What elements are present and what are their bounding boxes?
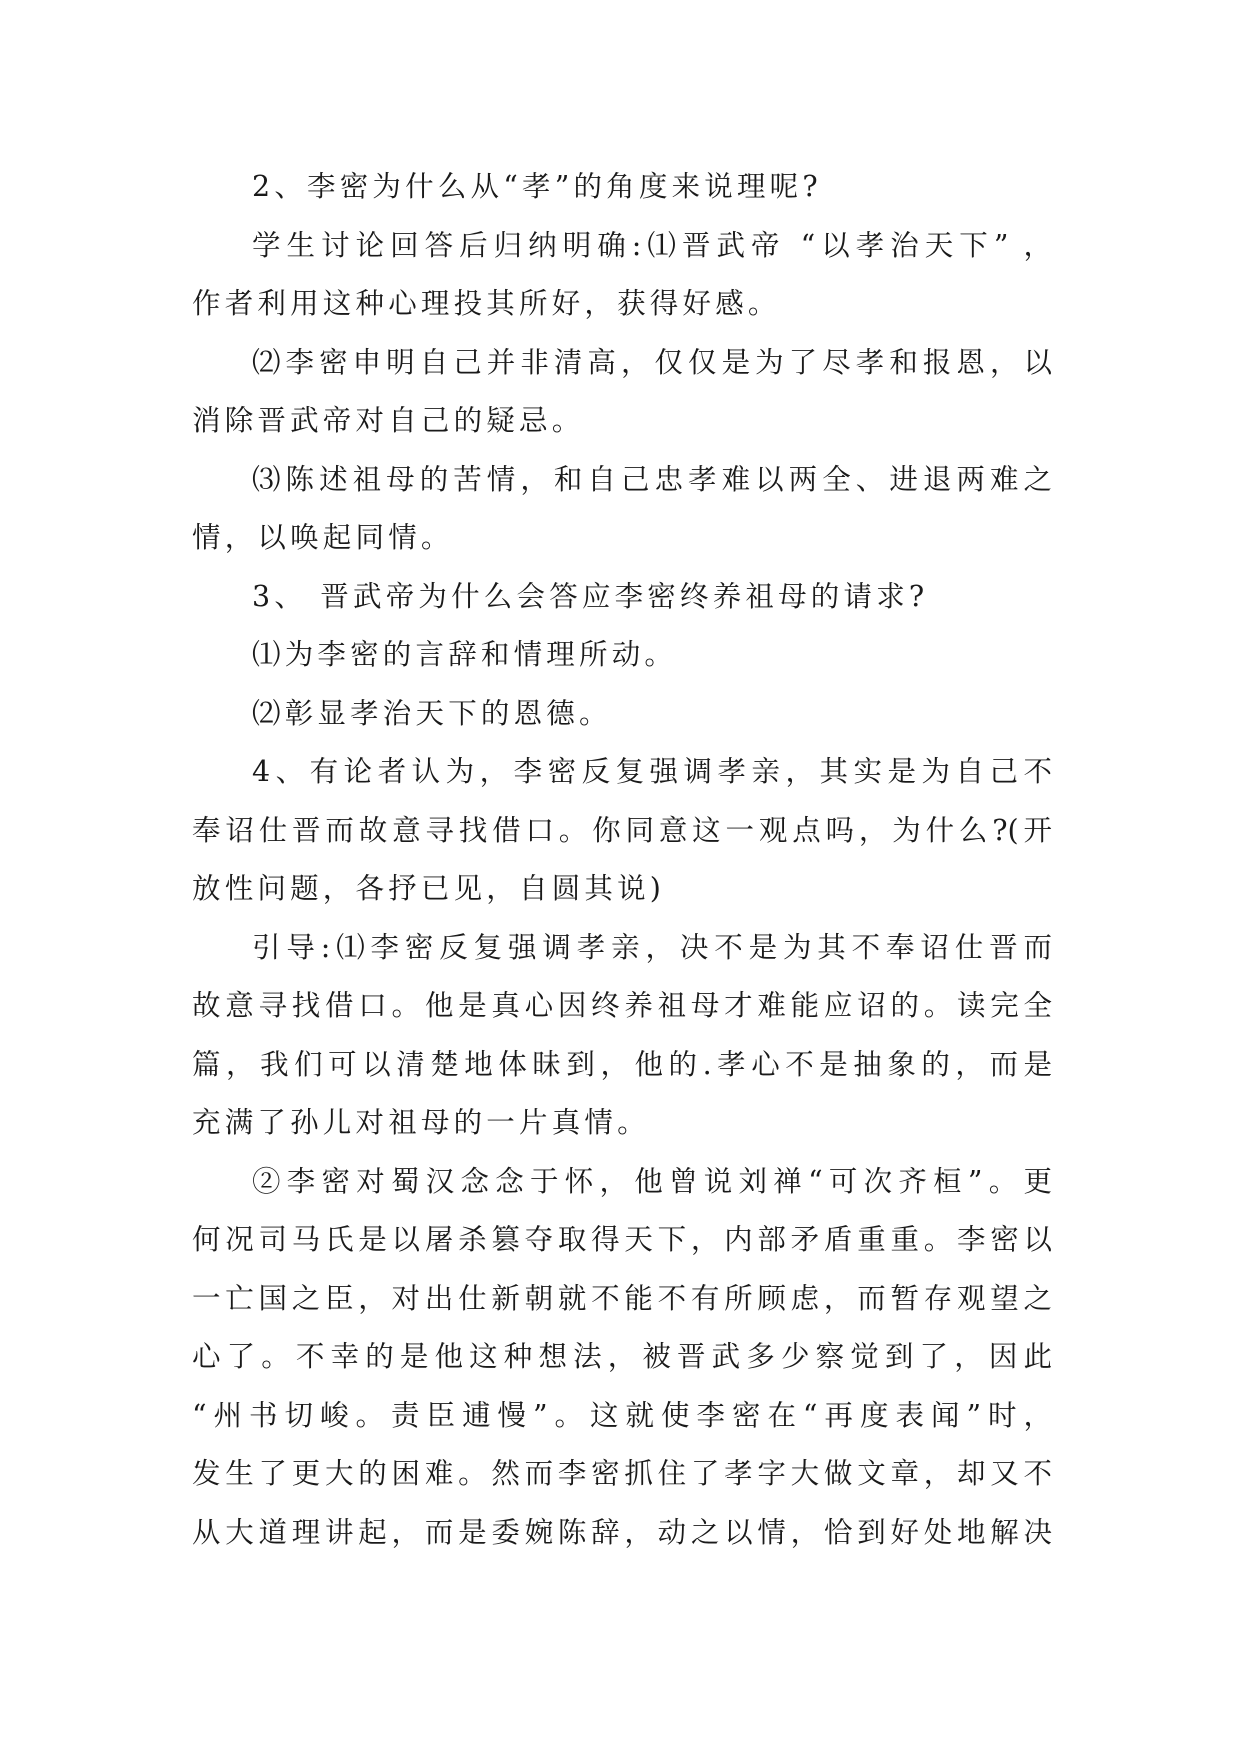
paragraph-line: 作者利用这种心理投其所好，获得好感。 bbox=[192, 287, 781, 320]
paragraph-line: ⑴为李密的言辞和情理所动。 bbox=[252, 638, 678, 671]
paragraph-line: 4、有论者认为，李密反复强调孝亲，其实是为自己不 bbox=[252, 755, 1052, 788]
paragraph-line: ⑵彰显孝治天下的恩德。 bbox=[252, 696, 612, 730]
paragraph-line: 学生讨论回答后归纳明确:⑴晋武帝 “以孝治天下” ， bbox=[252, 228, 1052, 262]
paragraph-line: 3、 晋武帝为什么会答应李密终养祖母的请求? bbox=[252, 579, 929, 613]
paragraph-line: 奉诏仕晋而故意寻找借口。你同意这一观点吗，为什么?(开 bbox=[192, 813, 1052, 847]
paragraph-line: 一亡国之臣，对出仕新朝就不能不有所顾虑，而暂存观望之 bbox=[192, 1281, 1052, 1315]
paragraph-line: 篇，我们可以清楚地体昧到，他的.孝心不是抽象的，而是 bbox=[192, 1047, 1052, 1081]
paragraph-line: 心了。不幸的是他这种想法，被晋武多少察觉到了，因此 bbox=[192, 1340, 1052, 1373]
paragraph-line: 何况司马氏是以屠杀篡夺取得天下，内部矛盾重重。李密以 bbox=[192, 1223, 1052, 1256]
paragraph-line: 放性问题，各抒已见，自圆其说) bbox=[192, 872, 666, 905]
paragraph-line: 故意寻找借口。他是真心因终养祖母才难能应诏的。读完全 bbox=[192, 989, 1052, 1022]
paragraph-line: 2、李密为什么从“孝”的角度来说理呢? bbox=[252, 170, 822, 203]
paragraph-line: ⑵李密申明自己并非清高，仅仅是为了尽孝和报恩，以 bbox=[252, 345, 1052, 379]
paragraph-line: 发生了更大的困难。然而李密抓住了孝字大做文章，却又不 bbox=[192, 1457, 1052, 1490]
paragraph-line: 消除晋武帝对自己的疑忌。 bbox=[192, 404, 585, 437]
paragraph-line: 从大道理讲起，而是委婉陈辞，动之以情，恰到好处地解决 bbox=[192, 1515, 1052, 1549]
document-body bbox=[192, 158, 1052, 1562]
paragraph-line: “州书切峻。责臣逋慢”。这就使李密在“再度表闻”时， bbox=[192, 1398, 1052, 1432]
paragraph-line: ②李密对蜀汉念念于怀，他曾说刘禅“可次齐桓”。更 bbox=[252, 1164, 1052, 1198]
paragraph-line: ⑶陈述祖母的苦情，和自己忠孝难以两全、进退两难之 bbox=[252, 462, 1052, 496]
paragraph-line: 引导:⑴李密反复强调孝亲，决不是为其不奉诏仕晋而 bbox=[252, 930, 1052, 964]
paragraph-line: 充满了孙儿对祖母的一片真情。 bbox=[192, 1106, 650, 1139]
paragraph-line: 情，以唤起同情。 bbox=[192, 521, 454, 554]
